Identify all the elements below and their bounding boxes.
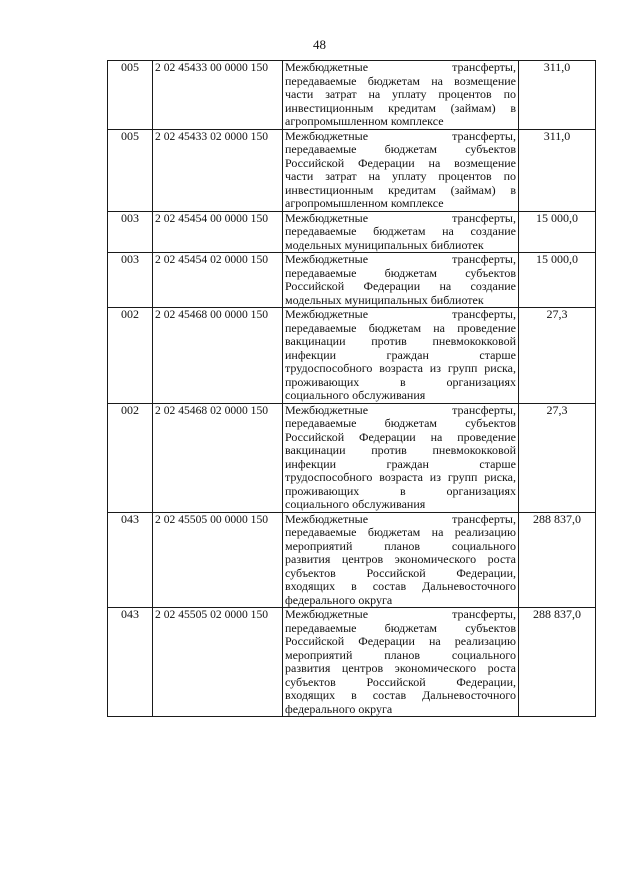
table-row — [108, 608, 596, 717]
page-number: 48 — [313, 37, 326, 52]
amount-cell: 311,0 — [519, 129, 596, 211]
revenue-name-cell — [283, 308, 519, 404]
revenue-name-line: Российской Федерации на возмещение — [285, 155, 516, 170]
table-row — [108, 403, 596, 512]
revenue-name-line: проживающих в организациях — [285, 374, 516, 389]
revenue-name-line: мероприятий планов социального — [285, 538, 516, 553]
revenue-name-line: федерального округа — [285, 701, 393, 716]
revenue-name-line: проживающих в организациях — [285, 483, 516, 498]
revenue-name-cell — [283, 253, 519, 308]
revenue-name-line: Межбюджетные трансферты, — [285, 129, 516, 143]
table-row — [108, 129, 596, 211]
table-row — [108, 308, 596, 404]
revenue-name-line: передаваемые бюджетам на возмещение — [285, 73, 516, 88]
admin-code-cell: 005 — [108, 129, 153, 211]
revenue-name-line: Российской Федерации на создание — [285, 279, 516, 293]
admin-code-cell: 043 — [108, 608, 153, 717]
revenue-name-line: инвестиционным кредитам (займам) в — [285, 100, 516, 115]
revenue-name-line: передаваемые бюджетам на проведение — [285, 320, 516, 335]
amount-cell: 15 000,0 — [519, 253, 596, 308]
revenue-name-line: развития центров экономического роста — [285, 661, 516, 675]
revenue-name-line: Межбюджетные трансферты, — [285, 211, 516, 225]
revenue-name-line: агропромышленном комплексе — [285, 196, 444, 210]
revenue-name-line: социального обслуживания — [285, 388, 426, 402]
revenue-name-line: вакцинации против пневмококковой — [285, 334, 516, 348]
admin-code-cell: 005 — [108, 61, 153, 130]
budget-classification-code-cell: 2 02 45468 02 0000 150 — [153, 403, 283, 512]
revenue-name-line: инфекции граждан старше — [285, 347, 516, 362]
revenue-name-line: субъектов Российской Федерации, — [285, 674, 516, 689]
revenue-name-line: вакцинации против пневмококковой — [285, 443, 516, 457]
revenue-name-line: трудоспособного возраста из групп риска, — [285, 470, 516, 484]
revenue-name-line: модельных муниципальных библиотек — [285, 292, 484, 307]
revenue-name-line: Межбюджетные трансферты, — [285, 512, 516, 526]
revenue-name-line: входящих в состав Дальневосточного — [285, 579, 516, 593]
table-row — [108, 512, 596, 608]
amount-cell: 15 000,0 — [519, 211, 596, 253]
budget-classification-code-cell: 2 02 45454 00 0000 150 — [153, 211, 283, 253]
revenue-name-line: субъектов Российской Федерации, — [285, 565, 516, 580]
revenue-name-line: передаваемые бюджетам субъектов — [285, 620, 516, 635]
revenue-name-line: передаваемые бюджетам субъектов — [285, 265, 516, 280]
revenue-name-line: трудоспособного возраста из групп риска, — [285, 361, 516, 375]
table-row — [108, 253, 596, 308]
revenue-name-line: федерального округа — [285, 592, 393, 607]
revenue-name-cell — [283, 403, 519, 512]
revenue-name-line: модельных муниципальных библиотек — [285, 237, 484, 252]
revenue-name-line: передаваемые бюджетам на создание — [285, 224, 516, 238]
budget-table — [107, 60, 596, 717]
revenue-name-line: передаваемые бюджетам на реализацию — [285, 525, 516, 539]
revenue-name-line: Межбюджетные трансферты, — [285, 252, 516, 266]
table-row — [108, 61, 596, 130]
revenue-name-line: социального обслуживания — [285, 497, 426, 511]
amount-cell: 288 837,0 — [519, 512, 596, 608]
revenue-name-line: части затрат на уплату процентов по — [285, 87, 516, 101]
revenue-name-line: Межбюджетные трансферты, — [285, 607, 516, 621]
revenue-name-line: Межбюджетные трансферты, — [285, 403, 516, 417]
revenue-name-line: инфекции граждан старше — [285, 456, 516, 471]
budget-table-body — [108, 61, 596, 717]
revenue-name-line: Российской Федерации на реализацию — [285, 634, 516, 648]
budget-classification-code-cell: 2 02 45468 00 0000 150 — [153, 308, 283, 404]
budget-classification-code-cell: 2 02 45505 02 0000 150 — [153, 608, 283, 717]
amount-cell: 288 837,0 — [519, 608, 596, 717]
amount-cell: 311,0 — [519, 61, 596, 130]
revenue-name-line: мероприятий планов социального — [285, 647, 516, 662]
revenue-name-line: передаваемые бюджетам субъектов — [285, 416, 516, 430]
admin-code-cell: 003 — [108, 253, 153, 308]
revenue-name-cell — [283, 512, 519, 608]
revenue-name-line: Российской Федерации на проведение — [285, 429, 516, 444]
budget-classification-code-cell: 2 02 45505 00 0000 150 — [153, 512, 283, 608]
revenue-name-line: части затрат на уплату процентов по — [285, 169, 516, 183]
revenue-name-line: Межбюджетные трансферты, — [285, 60, 516, 74]
admin-code-cell: 003 — [108, 211, 153, 253]
revenue-name-line: передаваемые бюджетам субъектов — [285, 142, 516, 156]
admin-code-cell: 043 — [108, 512, 153, 608]
admin-code-cell: 002 — [108, 308, 153, 404]
revenue-name-cell — [283, 129, 519, 211]
revenue-name-line: агропромышленном комплексе — [285, 114, 444, 128]
amount-cell: 27,3 — [519, 403, 596, 512]
budget-classification-code-cell: 2 02 45433 02 0000 150 — [153, 129, 283, 211]
revenue-name-cell — [283, 608, 519, 717]
revenue-name-line: входящих в состав Дальневосточного — [285, 688, 516, 702]
revenue-name-line: инвестиционным кредитам (займам) в — [285, 182, 516, 197]
revenue-name-line: Межбюджетные трансферты, — [285, 307, 516, 321]
budget-classification-code-cell: 2 02 45454 02 0000 150 — [153, 253, 283, 308]
budget-classification-code-cell: 2 02 45433 00 0000 150 — [153, 61, 283, 130]
revenue-name-cell — [283, 211, 519, 253]
table-row — [108, 211, 596, 253]
revenue-name-line: развития центров экономического роста — [285, 552, 516, 566]
admin-code-cell: 002 — [108, 403, 153, 512]
revenue-name-cell — [283, 61, 519, 130]
amount-cell: 27,3 — [519, 308, 596, 404]
